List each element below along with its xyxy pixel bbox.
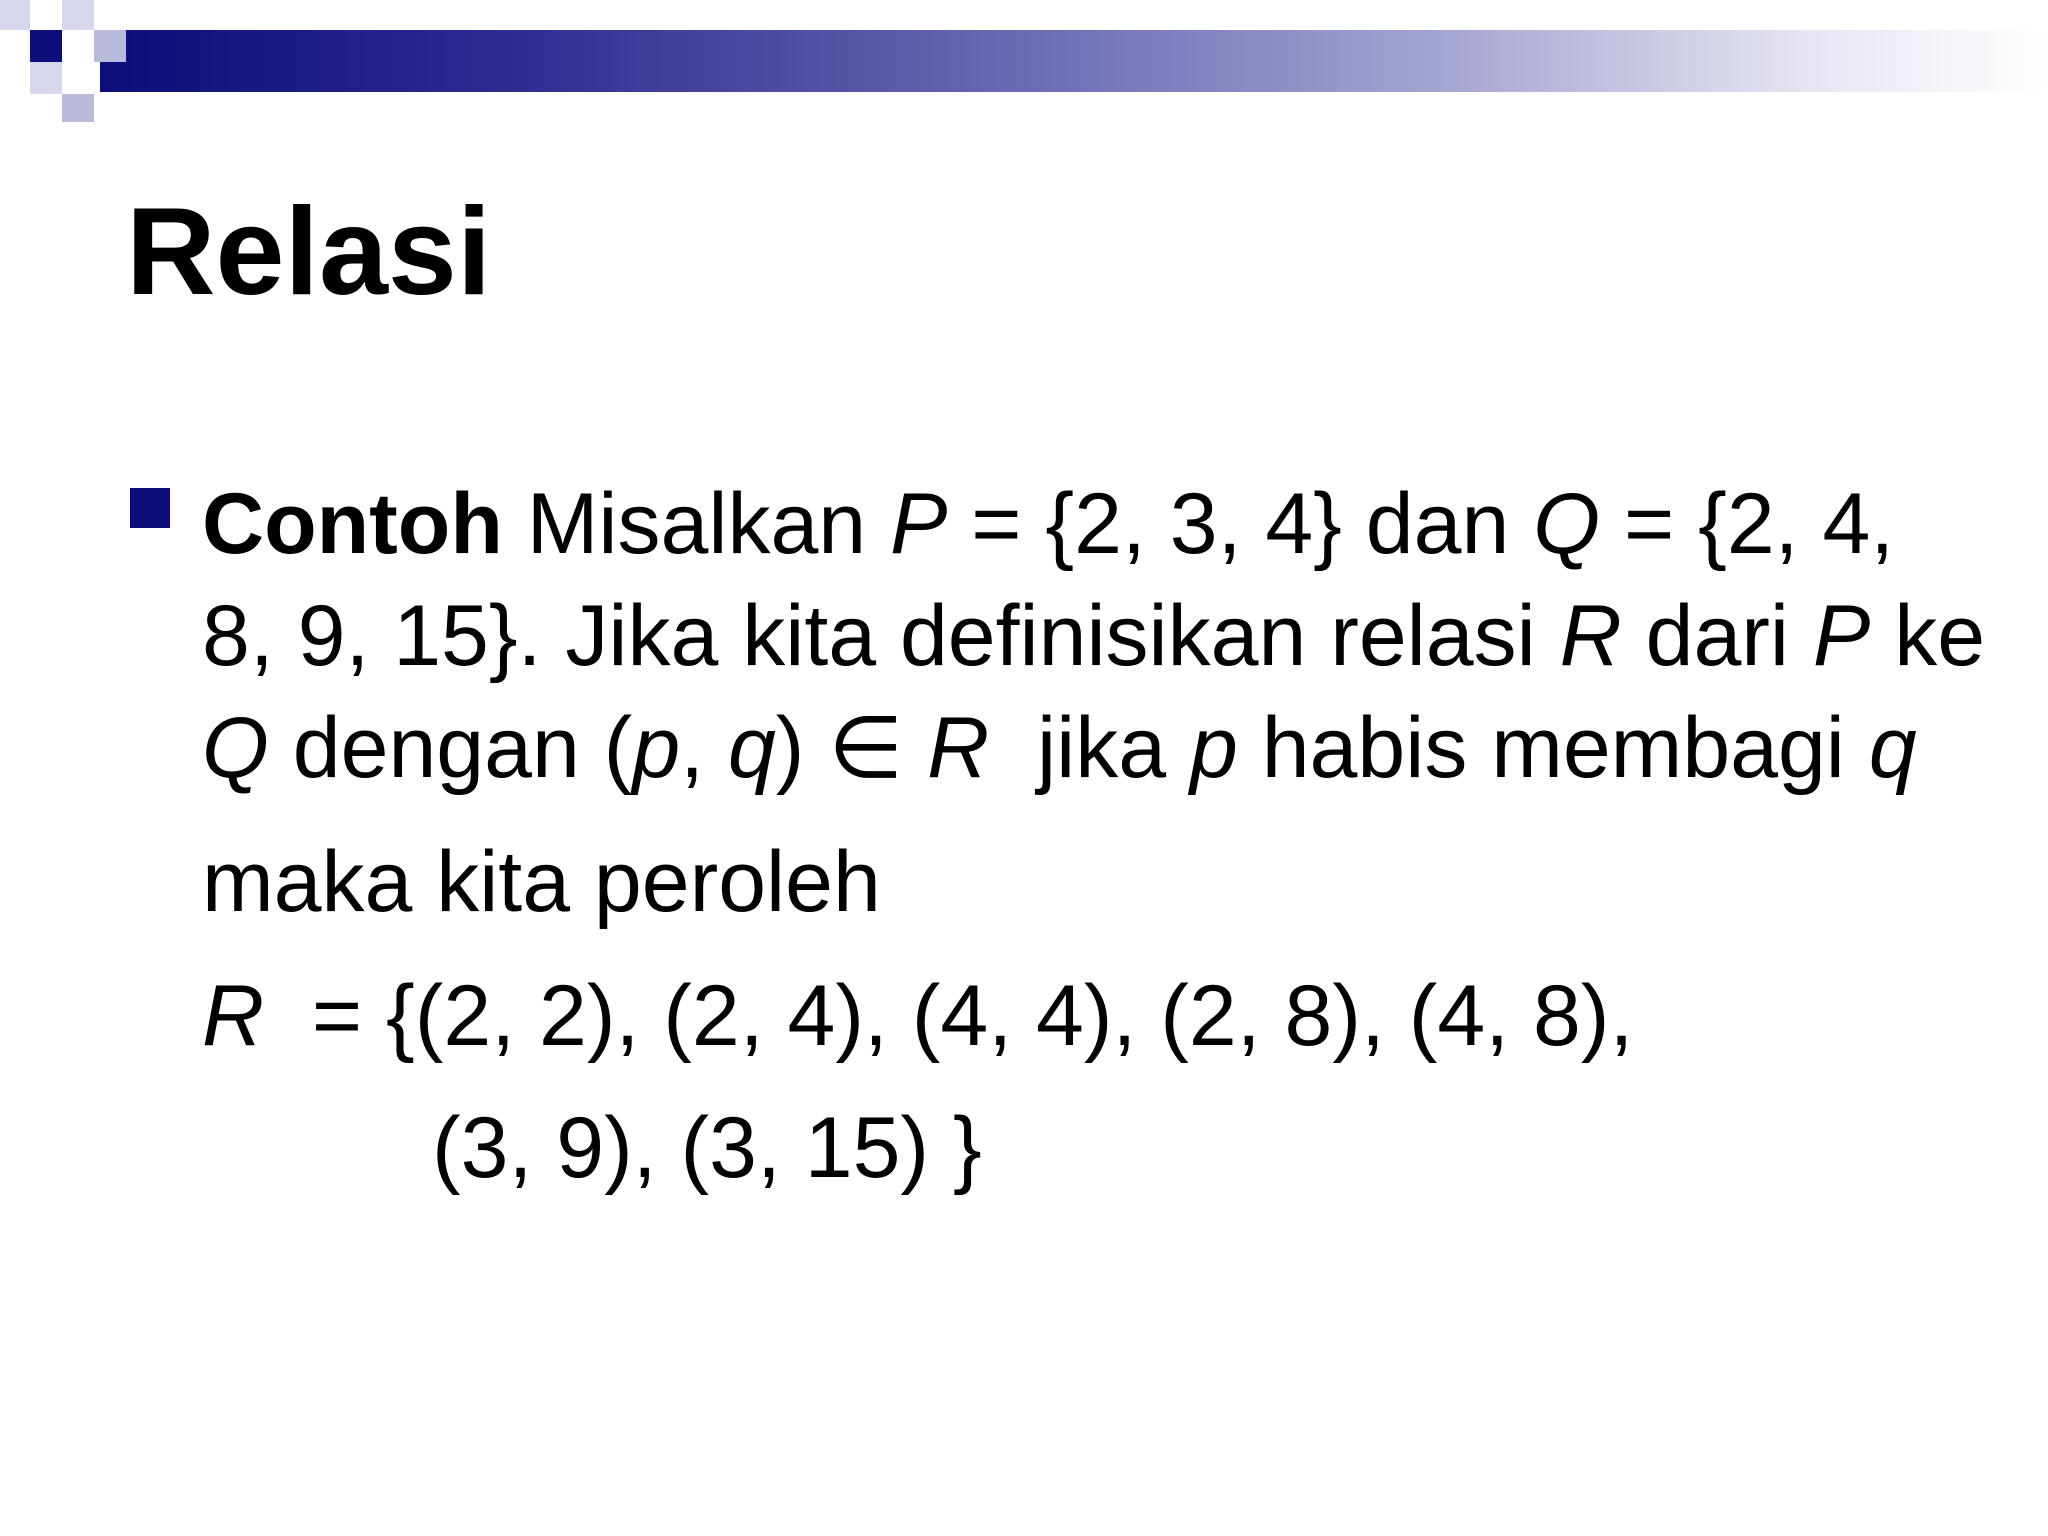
header-square-pale: [30, 62, 62, 94]
slide-title: Relasi: [126, 183, 492, 321]
example-label: Contoh: [202, 476, 503, 572]
math-var: p: [632, 700, 681, 796]
text-run: ,: [680, 700, 728, 796]
math-var: R: [202, 968, 265, 1064]
header-square-white: [62, 62, 94, 94]
math-var: q: [727, 700, 776, 796]
math-var: Q: [1533, 476, 1601, 572]
math-var: Q: [202, 700, 269, 796]
math-var: R: [927, 700, 990, 796]
text-run: Misalkan: [502, 476, 891, 572]
slide-body: [126, 468, 1986, 1204]
text-run: ke: [1870, 588, 1986, 684]
header-square-pale: [0, 0, 30, 30]
relation-set-line-2: (3, 9), (3, 15) }: [432, 1100, 982, 1196]
bullet-paragraph: [202, 468, 1986, 804]
header-gradient-bar: [100, 30, 2048, 92]
text-run: dengan (: [268, 700, 633, 796]
relation-set-line-1: [202, 960, 1986, 1072]
text-run: = {2, 4, 8, 9, 15}. Jika kita definisikan relasi: [202, 476, 1895, 684]
result-intro: maka kita peroleh: [202, 834, 881, 930]
text-run: habis membagi: [1237, 700, 1869, 796]
bullet-square-icon: [130, 488, 170, 528]
math-var: P: [1812, 588, 1871, 684]
header-square-dark: [30, 30, 62, 62]
math-var: p: [1189, 700, 1238, 796]
header-square-light: [62, 94, 94, 122]
text-run: dari: [1621, 588, 1813, 684]
math-var: R: [1559, 588, 1622, 684]
text-run: ) ∈: [775, 700, 928, 796]
header-square-pale: [62, 0, 94, 30]
header-square-light: [94, 30, 126, 62]
text-run: = {(2, 2), (2, 4), (4, 4), (2, 8), (4, 8),: [264, 968, 1634, 1064]
text-run: = {2, 3, 4} dan: [947, 476, 1534, 572]
text-run: jika: [989, 700, 1190, 796]
math-var: q: [1868, 700, 1917, 796]
math-var: P: [890, 476, 948, 572]
